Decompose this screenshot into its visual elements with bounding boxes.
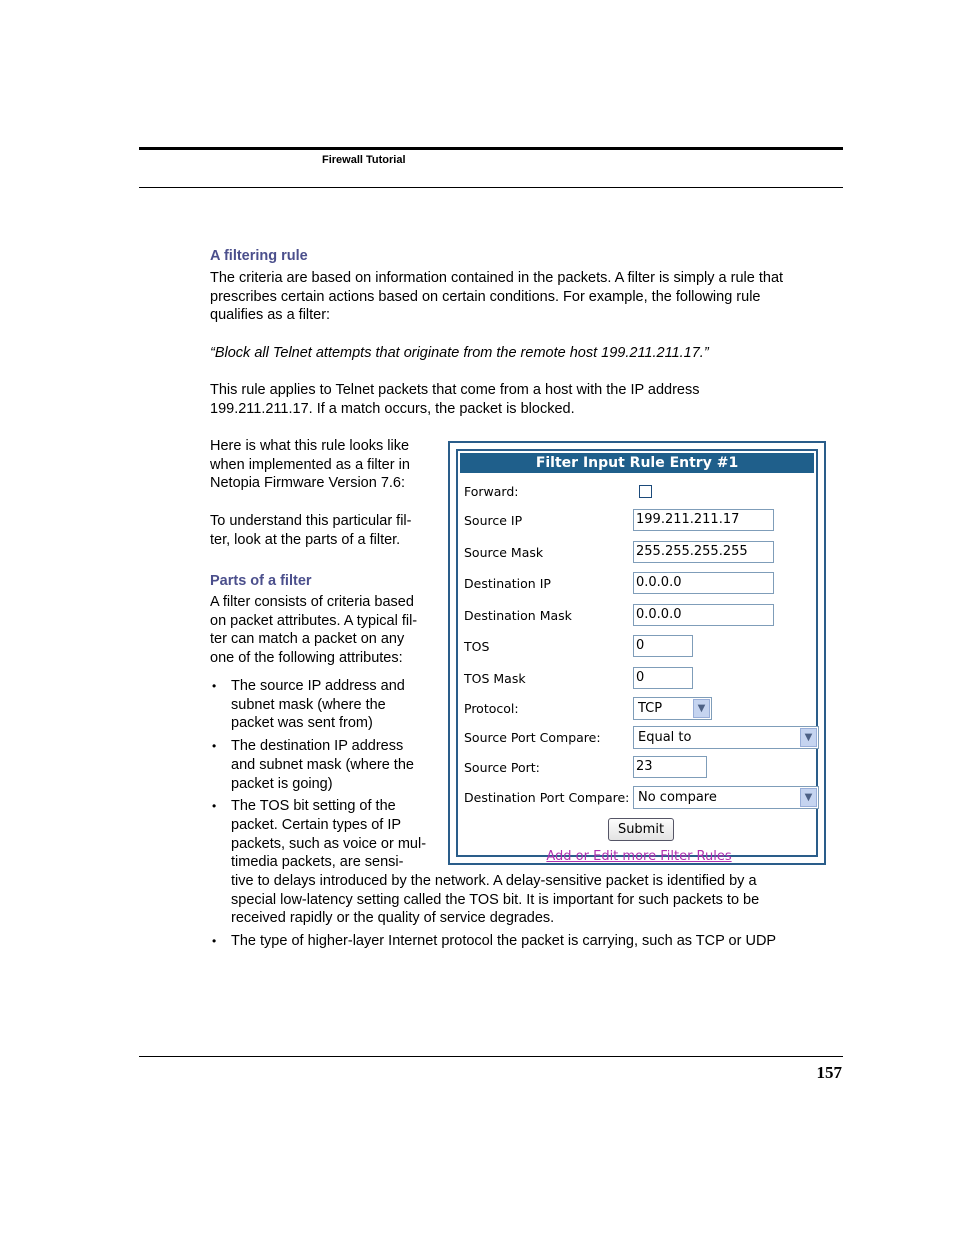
text-line: This rule applies to Telnet packets that come from a host with the IP address	[210, 382, 700, 398]
text-line: The source IP address and	[231, 678, 405, 694]
quote-text: “Block all Telnet attempts that originate from the remote host 199.211.211.17.”	[210, 345, 709, 361]
text-line: Here is what this rule looks like	[210, 438, 410, 454]
text-line: packets, such as voice or mul-	[231, 835, 427, 852]
text-line: The TOS bit setting of the	[231, 798, 396, 815]
running-head: Firewall Tutorial	[322, 154, 406, 166]
section-heading-parts-of-filter: Parts of a filter	[210, 573, 312, 589]
tos-label: TOS	[464, 639, 490, 654]
filter-rule-form-panel	[448, 441, 826, 865]
add-edit-filter-rules-link[interactable]: Add or Edit more Filter Rules	[546, 849, 732, 864]
source-mask-input[interactable]: 255.255.255.255	[633, 541, 774, 563]
text-line: qualifies as a filter:	[210, 307, 331, 324]
text-line: ter can match a packet on any	[210, 631, 405, 648]
chevron-down-icon[interactable]: ▼	[800, 728, 817, 747]
text-line: 199.211.211.17. If a match occurs, the packet is blocked.	[210, 400, 575, 417]
list-item	[210, 932, 776, 951]
footer-rule	[139, 1056, 843, 1057]
source-mask-label: Source Mask	[464, 545, 544, 560]
chevron-down-icon[interactable]: ▼	[800, 788, 817, 807]
source-port-compare-value: Equal to	[638, 730, 692, 745]
tos-input[interactable]: 0	[633, 635, 693, 657]
header-bottom-rule	[139, 187, 843, 188]
source-ip-label: Source IP	[464, 513, 523, 528]
text-line: The type of higher-layer Internet protocol the packet is carrying, such as TCP or UDP	[231, 933, 777, 950]
protocol-select[interactable]	[633, 697, 712, 720]
text-line: The destination IP address	[231, 738, 404, 755]
destination-port-compare-value: No compare	[638, 790, 717, 805]
text-line: To understand this particular fil-	[210, 513, 412, 529]
protocol-value: TCP	[638, 701, 663, 716]
destination-port-compare-label: Destination Port Compare:	[464, 790, 630, 805]
text-line: one of the following attributes:	[210, 650, 403, 667]
text-line: ter, look at the parts of a filter.	[210, 531, 401, 548]
submit-button[interactable]: Submit	[608, 818, 674, 841]
text-line: packet. Certain types of IP	[231, 816, 402, 833]
paragraph-implementation	[210, 437, 410, 493]
chevron-down-icon[interactable]: ▼	[693, 699, 710, 718]
text-line: The criteria are based on information contained in the packets. A filter is simply a rule that	[210, 270, 784, 286]
forward-label: Forward:	[464, 484, 519, 499]
source-port-compare-select[interactable]	[633, 726, 819, 749]
text-line: packet was sent from)	[231, 715, 373, 732]
destination-mask-input[interactable]: 0.0.0.0	[633, 604, 774, 626]
text-line: prescribes certain actions based on certain conditions. For example, the following rule	[210, 288, 761, 305]
text-line: A filter consists of criteria based	[210, 594, 414, 610]
header-rule	[139, 147, 843, 150]
forward-checkbox[interactable]	[639, 485, 652, 498]
bullet-icon: •	[212, 799, 217, 814]
source-ip-input[interactable]: 199.211.211.17	[633, 509, 774, 531]
text-line: packet is going)	[231, 775, 333, 792]
text-line: when implemented as a filter in	[210, 456, 410, 473]
destination-ip-label: Destination IP	[464, 576, 551, 591]
source-port-compare-label: Source Port Compare:	[464, 730, 601, 745]
filter-rule-form	[456, 449, 818, 864]
text-line: received rapidly or the quality of service degrades.	[231, 910, 555, 927]
text-line: on packet attributes. A typical fil-	[210, 612, 418, 629]
page-number: 157	[816, 1063, 842, 1082]
bullet-icon: •	[212, 934, 217, 949]
source-port-input[interactable]: 23	[633, 756, 707, 778]
text-line: timedia packets, are sensi-	[231, 854, 404, 871]
destination-mask-label: Destination Mask	[464, 608, 572, 623]
paragraph-filter-consists	[210, 593, 417, 668]
source-port-label: Source Port:	[464, 760, 540, 775]
protocol-label: Protocol:	[464, 701, 519, 716]
text-line: tive to delays introduced by the network. A delay-sensitive packet is identified by a	[231, 873, 757, 890]
paragraph-understand	[210, 512, 412, 549]
destination-ip-input[interactable]: 0.0.0.0	[633, 572, 774, 594]
text-line: special low-latency setting called the TOS bit. It is important for such packets to be	[231, 891, 760, 908]
section-heading-filtering-rule: A filtering rule	[210, 248, 308, 264]
rule-quote	[210, 344, 709, 363]
form-title: Filter Input Rule Entry #1	[460, 453, 814, 473]
destination-port-compare-select[interactable]	[633, 786, 819, 809]
text-line: and subnet mask (where the	[231, 756, 414, 773]
paragraph-criteria	[210, 269, 783, 325]
text-line: Netopia Firmware Version 7.6:	[210, 475, 406, 492]
bullet-icon: •	[212, 739, 217, 754]
paragraph-rule-applies	[210, 381, 700, 418]
tos-mask-label: TOS Mask	[464, 671, 526, 686]
text-line: subnet mask (where the	[231, 696, 386, 713]
tos-mask-input[interactable]: 0	[633, 667, 693, 689]
bullet-icon: •	[212, 679, 217, 693]
